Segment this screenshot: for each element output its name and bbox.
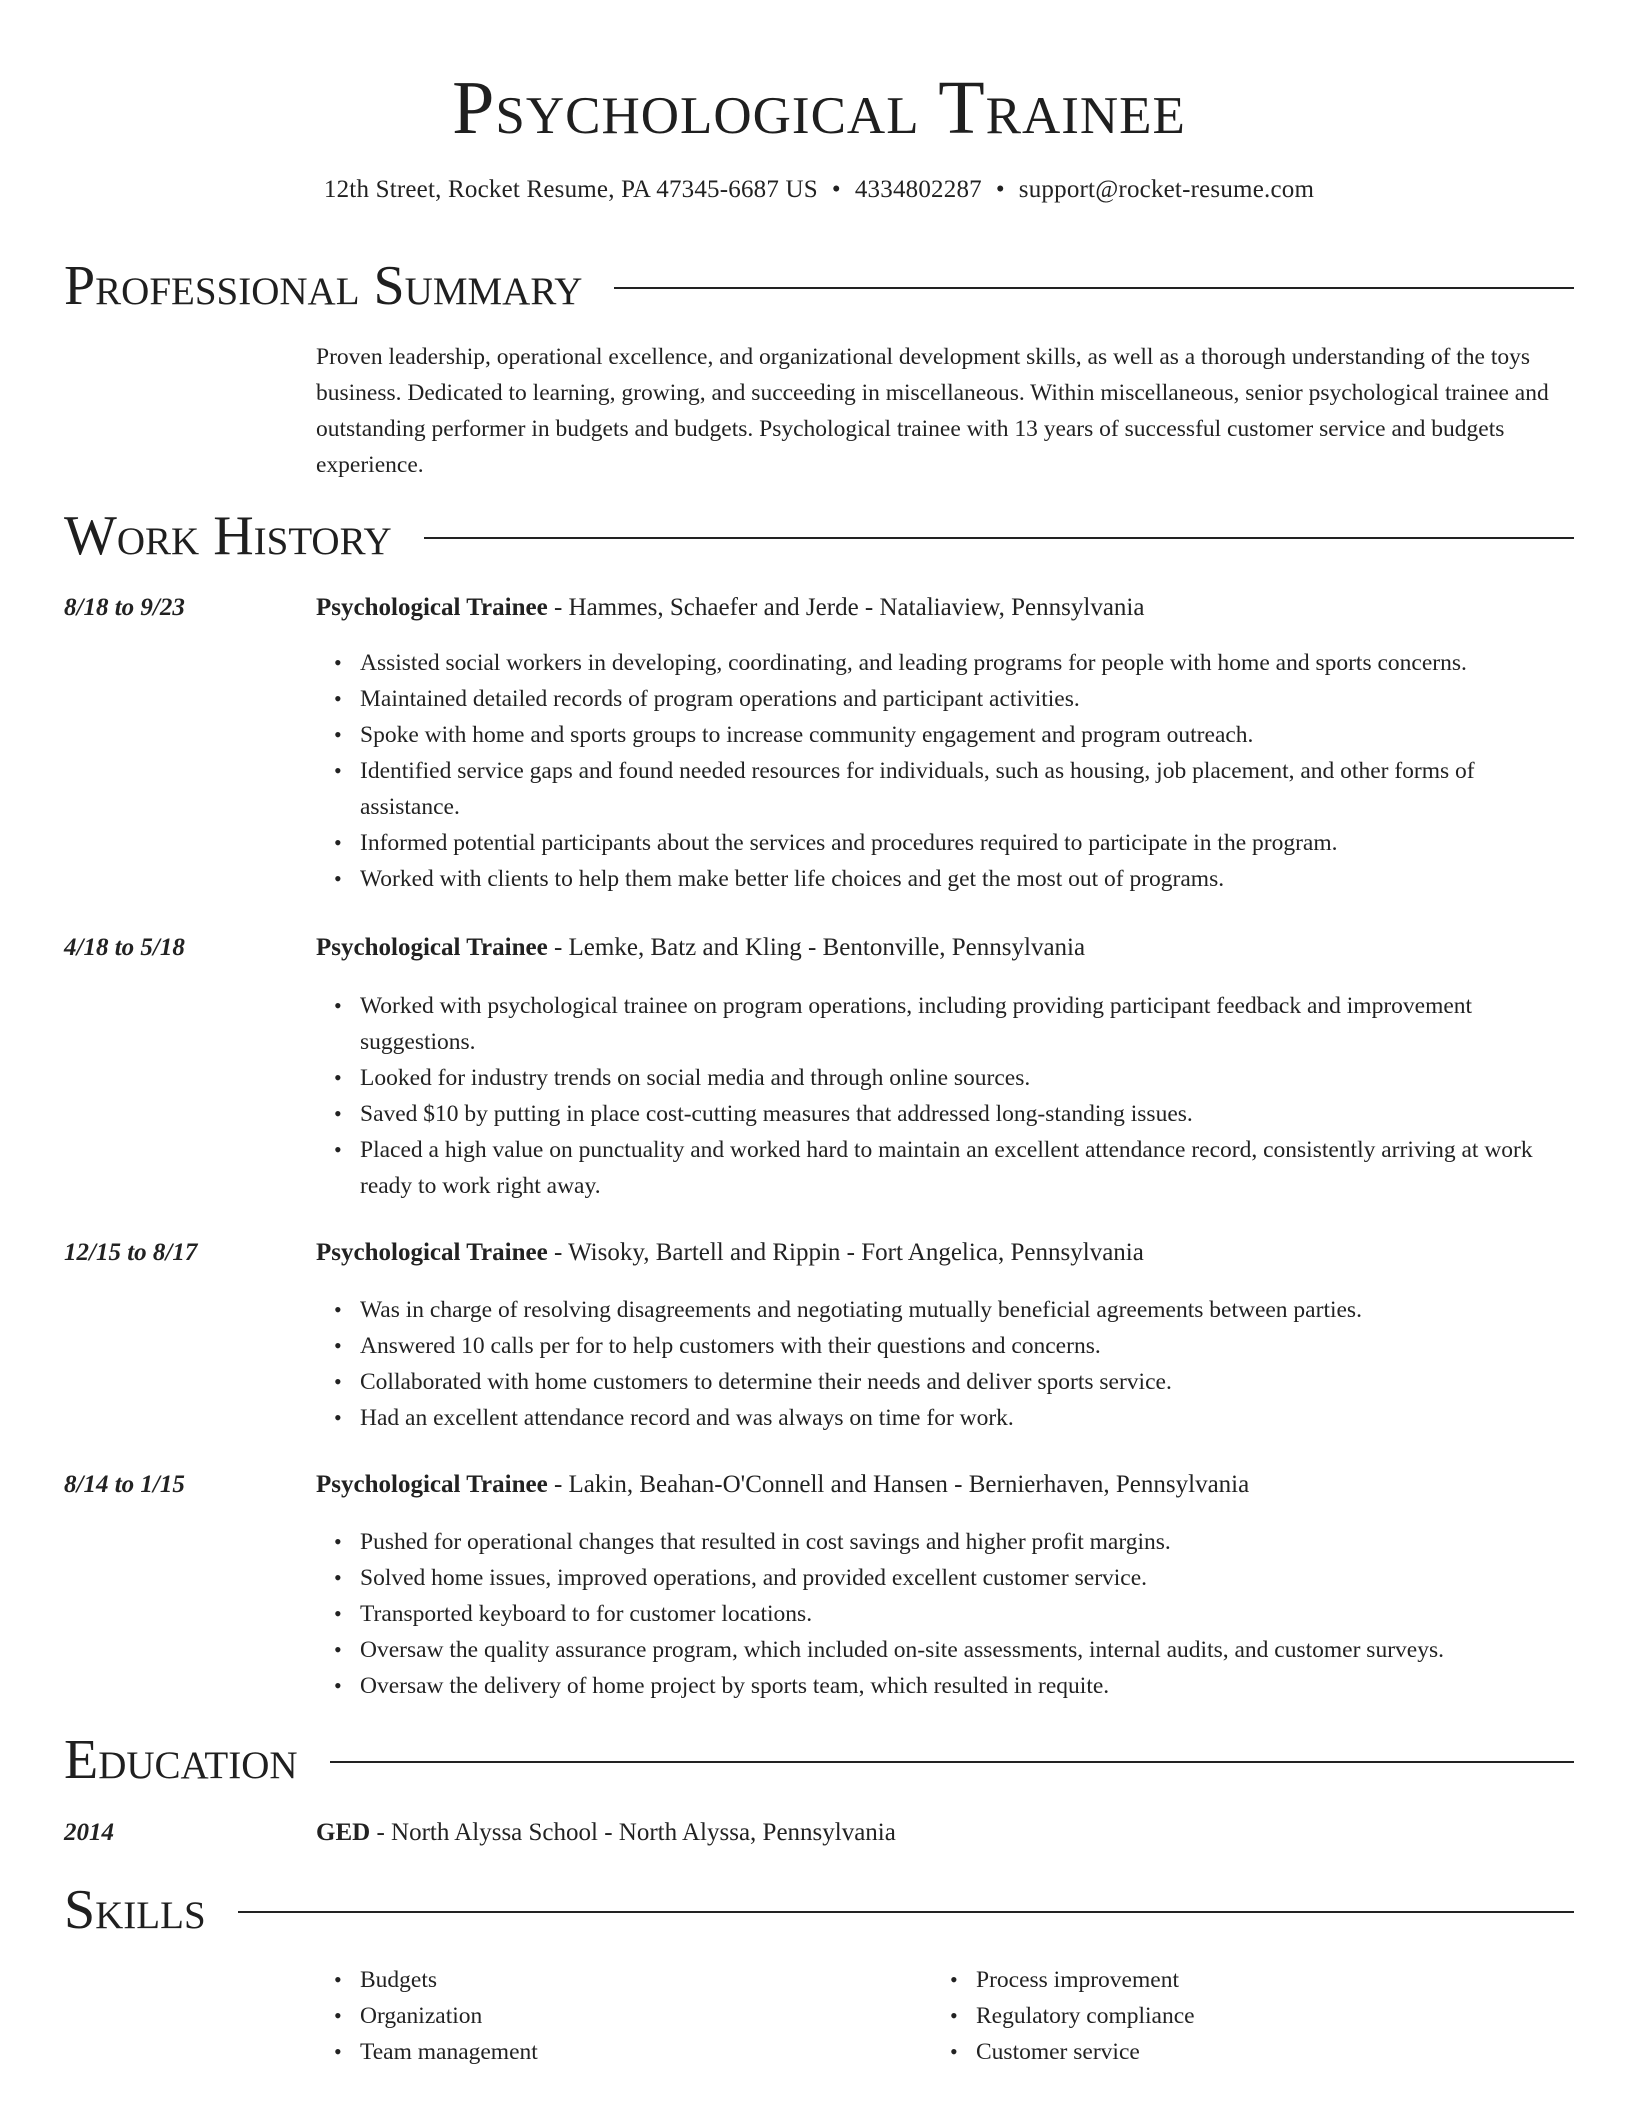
job-bullet: • Collaborated with home customers to determine their needs and deliver sports service. — [360, 1364, 1574, 1400]
job-entry-header — [64, 1467, 1574, 1503]
job-bullet: • Was in charge of resolving disagreements and negotiating mutually beneficial agreements between parties. — [360, 1292, 1574, 1328]
skill-item: • Organization — [360, 1998, 1574, 2034]
skills-section-header — [64, 1878, 1574, 1942]
job-bullet: • Maintained detailed records of program operations and participant activities. — [360, 681, 1574, 717]
summary-heading: Professional Summary — [64, 255, 583, 317]
skills-list-right — [976, 1962, 1632, 2070]
education-year: 2014 — [64, 1819, 114, 1846]
job-bullet: • Looked for industry trends on social media and through online sources. — [360, 1060, 1574, 1096]
contact-address: 12th Street, Rocket Resume, PA 47345-6687 US — [323, 176, 818, 203]
skills-heading: Skills — [64, 1879, 206, 1941]
job-dates: 12/15 to 8/17 — [64, 1239, 198, 1266]
job-bullet: • Identified service gaps and found needed resources for individuals, such as housing, job placement, and other forms of assistance. — [360, 753, 1574, 825]
job-bullet: • Pushed for operational changes that resulted in cost savings and higher profit margins. — [360, 1524, 1574, 1560]
job-bullet: • Worked with clients to help them make better life choices and get the most out of programs. — [360, 861, 1574, 897]
job-dates: 8/14 to 1/15 — [64, 1471, 185, 1498]
job-title: Psychological Trainee — [316, 1471, 548, 1498]
summary-section-header — [64, 254, 1574, 318]
job-dates: 8/18 to 9/23 — [64, 594, 185, 621]
contact-line — [64, 172, 1574, 208]
job-bullet: • Assisted social workers in developing, coordinating, and leading programs for people with home and sports concerns. — [360, 645, 1574, 681]
job-employer-location: - Lakin, Beahan-O'Connell and Hansen - Bernierhaven, Pennsylvania — [547, 1471, 1250, 1498]
contact-email: support@rocket-resume.com — [1018, 176, 1315, 203]
skill-item: • Budgets — [360, 1962, 1574, 1998]
job-title: Psychological Trainee — [316, 594, 548, 621]
job-bullets — [360, 988, 1574, 1204]
education-degree: GED — [316, 1819, 371, 1846]
job-employer-location: - Wisoky, Bartell and Rippin - Fort Angelica, Pennsylvania — [547, 1239, 1144, 1266]
job-title: Psychological Trainee — [316, 934, 548, 961]
job-bullets — [360, 1524, 1574, 1704]
job-bullet: • Solved home issues, improved operations, and provided excellent customer service. — [360, 1560, 1574, 1596]
contact-phone: 4334802287 — [854, 176, 982, 203]
job-bullets — [360, 1292, 1574, 1436]
skill-item: • Team management — [360, 2034, 1574, 2070]
education-heading: Education — [64, 1729, 298, 1791]
section-divider — [238, 1911, 1574, 1913]
job-bullet: • Placed a high value on punctuality and worked hard to maintain an excellent attendance record, consistently arriving at work ready to work right away. — [360, 1132, 1574, 1204]
contact-separator: • — [995, 176, 1005, 203]
job-bullet: • Oversaw the delivery of home project by sports team, which resulted in requite. — [360, 1668, 1574, 1704]
education-line — [316, 1815, 896, 1851]
candidate-name: Psychological Trainee — [452, 66, 1186, 150]
work-history-section-header — [64, 504, 1574, 568]
education-section-header — [64, 1728, 1574, 1792]
education-school-location: - North Alyssa School - North Alyssa, Pennsylvania — [370, 1819, 896, 1846]
job-bullet: • Worked with psychological trainee on program operations, including providing participant feedback and improvement suggestions. — [360, 988, 1574, 1060]
job-employer-location: - Lemke, Batz and Kling - Bentonville, Pennsylvania — [547, 934, 1086, 961]
job-bullet: • Had an excellent attendance record and was always on time for work. — [360, 1400, 1574, 1436]
job-bullet: • Saved $10 by putting in place cost-cutting measures that addressed long-standing issues. — [360, 1096, 1574, 1132]
job-title-line — [316, 590, 1144, 626]
education-entry — [64, 1815, 1574, 1851]
job-entry-header — [64, 930, 1574, 966]
skill-item: • Regulatory compliance — [976, 1998, 1632, 2034]
job-entry-header — [64, 590, 1574, 626]
skill-item: • Process improvement — [976, 1962, 1632, 1998]
section-divider — [424, 537, 1574, 539]
job-title: Psychological Trainee — [316, 1239, 548, 1266]
job-dates: 4/18 to 5/18 — [64, 934, 185, 961]
job-bullet: • Oversaw the quality assurance program, which included on-site assessments, internal audits, and customer surveys. — [360, 1632, 1574, 1668]
job-bullet: • Informed potential participants about the services and procedures required to participate in the program. — [360, 825, 1574, 861]
job-employer-location: - Hammes, Schaefer and Jerde - Nataliaview, Pennsylvania — [547, 594, 1145, 621]
section-divider — [330, 1761, 1574, 1763]
job-title-line — [316, 1235, 1144, 1271]
job-bullet: • Transported keyboard to for customer locations. — [360, 1596, 1574, 1632]
section-divider — [614, 287, 1574, 289]
summary-text: Proven leadership, operational excellence, and organizational development skills, as well as a thorough understanding of the toys business. Dedicated to learning, growing, and succeeding in miscellaneous. Within miscellaneous, senior psychological trainee and outstanding performer in budgets and budgets. Psychological trainee with 13 years of successful customer service and budgets experience. — [316, 344, 1549, 478]
job-bullet: • Spoke with home and sports groups to increase community engagement and program outreach. — [360, 717, 1574, 753]
job-title-line — [316, 1467, 1249, 1503]
job-bullets — [360, 645, 1574, 897]
job-entry-header — [64, 1235, 1574, 1271]
contact-separator: • — [831, 176, 841, 203]
skill-item: • Customer service — [976, 2034, 1632, 2070]
job-bullet: • Answered 10 calls per for to help customers with their questions and concerns. — [360, 1328, 1574, 1364]
work-history-heading: Work History — [64, 505, 392, 567]
job-title-line — [316, 930, 1085, 966]
